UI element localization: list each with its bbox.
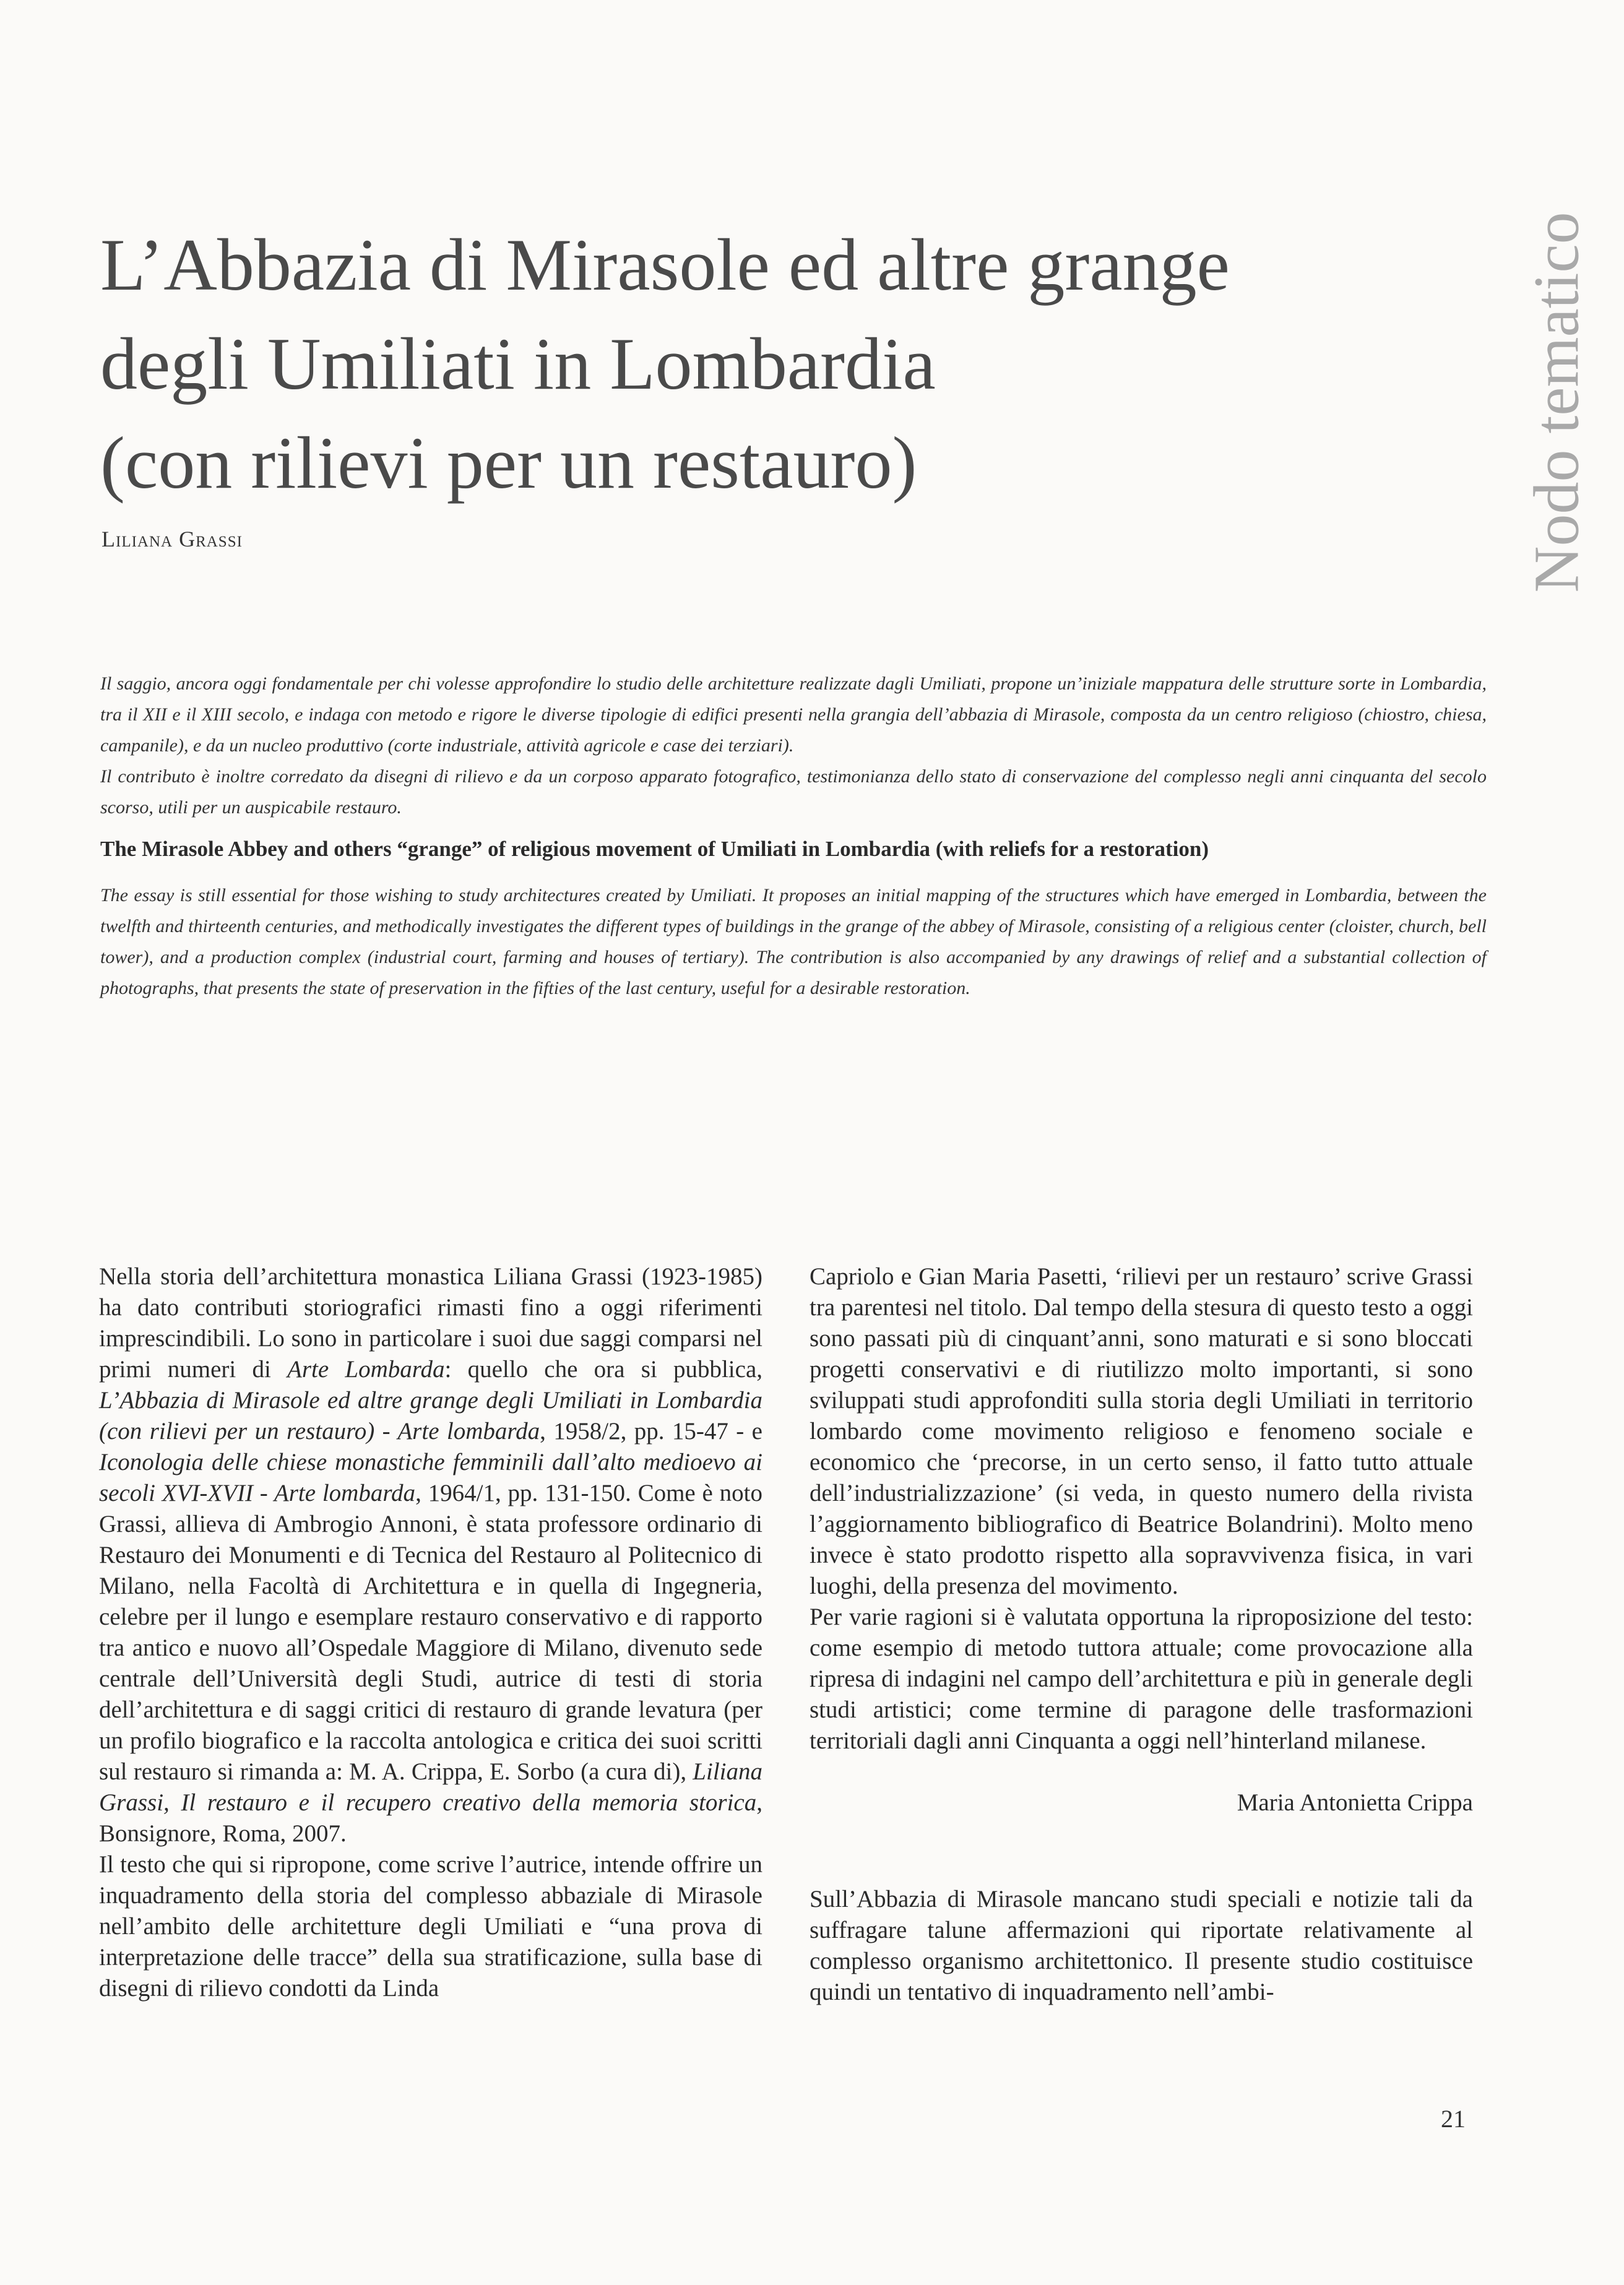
page-number: 21 <box>1441 2105 1466 2133</box>
body-text: : quello che ora si pubblica, <box>444 1356 763 1383</box>
body-paragraph <box>99 1261 762 1849</box>
body-text-italic: Liliana Grassi, Il restauro e il recupero creativo della memoria storica <box>99 1758 762 1816</box>
body-paragraph: Sull’Abbazia di Mirasole mancano studi speciali e notizie tali da suffragare talune affermazioni qui riportate relativamente al complesso organismo architettonico. Il presente studio costituisce quindi un tentativo di inquadramento nell’ambi- <box>810 1886 1473 2005</box>
body-paragraph: Il testo che qui si ripropone, come scrive l’autrice, intende offrire un inquadramento della storia del complesso abbaziale di Mirasole nell’ambito delle architetture degli Umiliati e “una prova di interpretazione delle tracce” della sua stratificazione, sulla base di disegni di rilievo condotti da Linda <box>99 1851 762 2002</box>
body-text-italic: Iconologia delle chiese monastiche femminili dall’alto medioevo ai secoli XVI-XVII - Arte lombarda <box>99 1449 762 1506</box>
body-column-left <box>99 1261 762 2004</box>
article-title <box>100 215 1431 512</box>
body-paragraph: Capriolo e Gian Maria Pasetti, ‘rilievi per un restauro’ scrive Grassi tra parentesi nel titolo. Dal tempo della stesura di questo testo a oggi sono passati più di cinquant’anni, sono maturati e si sono bloccati progetti conservativi e di riutilizzo molto importanti, si sono sviluppati studi approfonditi sulla storia degli Umiliati in territorio lombardo come movimento religioso e fenomeno sociale e economico che ‘precorse, in un certo senso, il fatto tutto attuale dell’industrializzazione’ (si veda, in questo numero della rivista l’aggiornamento bibliografico di Beatrice Bolandrini). Molto meno invece è stato prodotto rispetto alla sopravvivenza fisica, in vari luoghi, della presenza del movimento. <box>810 1263 1473 1599</box>
spacer <box>810 1818 1473 1884</box>
abstract-paragraph: Il saggio, ancora oggi fondamentale per chi volesse approfondire lo studio delle architetture realizzate dagli Umiliati, propone un’iniziale mappatura delle strutture sorte in Lombardia, tra il XII e il XIII secolo, e indaga con metodo e rigore le diverse tipologie di edifici presenti nella grangia dell’abbazia di Mirasole, composta da un centro religioso (chiostro, chiesa, campanile), e da un nucleo produttivo (corte industriale, attività agricole e case dei terziari). <box>100 673 1487 756</box>
side-label-text: Nodo tematico <box>1521 212 1592 593</box>
body-column-right <box>810 1261 1473 2008</box>
body-text: , Bonsignore, Roma, 2007. <box>99 1789 762 1847</box>
title-line: (con rilievi per un restauro) <box>100 421 917 504</box>
title-line: L’Abbazia di Mirasole ed altre grange <box>100 223 1230 306</box>
title-line: degli Umiliati in Lombardia <box>100 322 936 405</box>
body-paragraph: Per varie ragioni si è valutata opportuna la riproposizione del testo: come esempio di metodo tuttora attuale; come provocazione alla ripresa di indagini nel campo dell’architettura e più in generale degli studi artistici; come termine di paragone delle trasformazioni territoriali dagli anni Cinquanta a oggi nell’hinterland milanese. <box>810 1604 1473 1754</box>
abstract-paragraph: The essay is still essential for those wishing to study architectures created by Umiliati. It proposes an initial mapping of the structures which have emerged in Lombardia, between the twelfth and thirteenth centuries, and methodically investigates the different types of buildings in the grange of the abbey of Mirasole, consisting of a religious center (cloister, church, bell tower), and a production complex (industrial court, farming and houses of tertiary). The contribution is also accompanied by any drawings of relief and a substantial collection of photographs, that presents the state of preservation in the fifties of the last century, useful for a desirable restoration. <box>100 885 1487 998</box>
body-text: , 1964/1, pp. 131-150. Come è noto Grassi, allieva di Ambrogio Annoni, è stata professore ordinario di Restauro dei Monumenti e di Tecnica del Restauro al Politecnico di Milano, nella Facoltà di Architettura e in quella di Ingegneria, celebre per il lungo e esemplare restauro conservativo e di rapporto tra antico e nuovo all’Ospedale Maggiore di Milano, divenuto sede centrale dell’Università degli Studi, autrice di testi di storia dell’architettura e di saggi critici di restauro di grande levatura (per un profilo biografico e la raccolta antologica e critica dei suoi scritti sul restauro si rimanda a: M. A. Crippa, E. Sorbo (a cura di), <box>99 1480 762 1785</box>
body-text-italic: L’Abbazia di Mirasole ed altre grange degli Umiliati in Lombardia (con rilievi per un restauro) - Arte lombarda <box>99 1387 762 1445</box>
abstract-paragraph: Il contributo è inoltre corredato da disegni di rilievo e da un corposo apparato fotografico, testimonianza dello stato di conservazione del complesso negli anni cinquanta del secolo scorso, utili per un auspicabile restauro. <box>100 766 1487 818</box>
section-side-label <box>1504 204 1609 600</box>
body-text-italic: Arte Lombarda <box>287 1356 445 1383</box>
abstract-italian <box>100 668 1487 823</box>
english-title: The Mirasole Abbey and others “grange” of religious movement of Umiliati in Lombardia (with reliefs for a restoration) <box>100 837 1209 861</box>
author-name: Liliana Grassi <box>102 527 243 551</box>
body-text: Nella storia dell’architettura monastica Liliana Grassi (1923-1985) ha dato contributi storiografici rimasti fino a oggi riferimenti imprescindibili. Lo sono in particolare i suoi due saggi comparsi nel primi numeri di <box>99 1263 762 1383</box>
body-text: , 1958/2, pp. 15-47 - e <box>540 1418 762 1445</box>
abstract-english <box>100 880 1487 1004</box>
signature: Maria Antonietta Crippa <box>1237 1789 1473 1816</box>
